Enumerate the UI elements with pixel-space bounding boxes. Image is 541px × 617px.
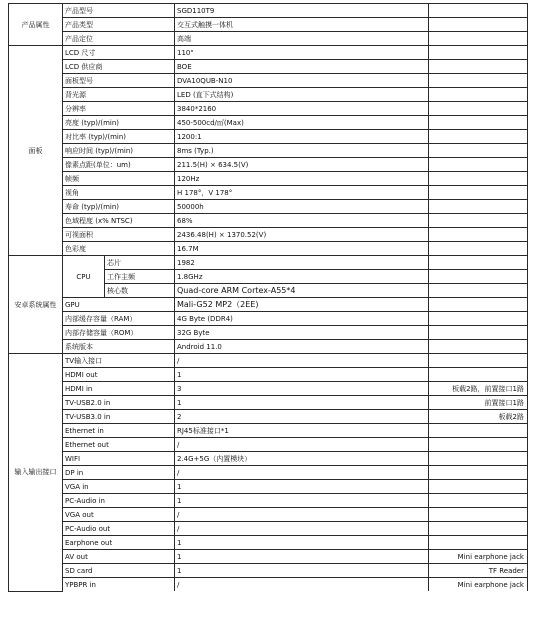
table-row (9, 88, 528, 102)
spec-label: 视角 (63, 186, 175, 200)
table-row (9, 158, 528, 172)
spec-note (429, 340, 528, 354)
spec-label: Earphone out (63, 536, 175, 550)
table-row (9, 368, 528, 382)
spec-value: 1 (175, 368, 429, 382)
spec-value: 1 (175, 494, 429, 508)
table-row (9, 410, 528, 424)
spec-sheet (8, 3, 528, 592)
spec-note (429, 88, 528, 102)
table-row (9, 256, 528, 270)
spec-note (429, 172, 528, 186)
spec-value: H 178°，V 178° (175, 186, 429, 200)
spec-label: 产品定位 (63, 32, 175, 46)
table-row (9, 382, 528, 396)
spec-note (429, 144, 528, 158)
spec-value: 高端 (175, 32, 429, 46)
table-row (9, 144, 528, 158)
table-row (9, 312, 528, 326)
spec-note: Mini earphone jack (429, 578, 528, 592)
spec-note: Mini earphone jack (429, 550, 528, 564)
spec-label: 色域程度 (x% NTSC) (63, 214, 175, 228)
spec-note (429, 312, 528, 326)
spec-label: AV out (63, 550, 175, 564)
table-row (9, 32, 528, 46)
table-row (9, 326, 528, 340)
spec-label: 背光源 (63, 88, 175, 102)
spec-value: 50000h (175, 200, 429, 214)
spec-label: VGA out (63, 508, 175, 522)
spec-note (429, 480, 528, 494)
spec-note (429, 32, 528, 46)
table-row (9, 578, 528, 592)
spec-value: 1 (175, 550, 429, 564)
spec-label: SD card (63, 564, 175, 578)
spec-note (429, 326, 528, 340)
table-row (9, 214, 528, 228)
spec-note (429, 116, 528, 130)
spec-note (429, 130, 528, 144)
spec-value: 4G Byte (DDR4) (175, 312, 429, 326)
spec-label: LCD 供应商 (63, 60, 175, 74)
spec-value: / (175, 578, 429, 592)
spec-label: 响应时间 (typ)/(min) (63, 144, 175, 158)
spec-label: GPU (63, 298, 175, 312)
spec-note (429, 200, 528, 214)
table-row (9, 18, 528, 32)
category-cell: 安卓系统属性 (9, 256, 63, 354)
spec-label: WIFI (63, 452, 175, 466)
spec-value: 1 (175, 564, 429, 578)
category-cell: 输入输出接口 (9, 354, 63, 592)
spec-value: 交互式触摸一体机 (175, 18, 429, 32)
spec-value: / (175, 466, 429, 480)
spec-note (429, 536, 528, 550)
spec-label: TV输入接口 (63, 354, 175, 368)
spec-note (429, 438, 528, 452)
spec-label: 内部缓存容量（RAM） (63, 312, 175, 326)
spec-label: 对比率 (typ)/(min) (63, 130, 175, 144)
cpu-group-label: CPU (63, 256, 105, 298)
spec-label: 产品类型 (63, 18, 175, 32)
table-row (9, 564, 528, 578)
table-row (9, 228, 528, 242)
spec-label: LCD 尺寸 (63, 46, 175, 60)
spec-value: 2436.48(H) × 1370.52(V) (175, 228, 429, 242)
table-row (9, 508, 528, 522)
spec-value: 3840*2160 (175, 102, 429, 116)
spec-value: BOE (175, 60, 429, 74)
spec-value: 1 (175, 480, 429, 494)
spec-value: 1.8GHz (175, 270, 429, 284)
table-row (9, 130, 528, 144)
category-cell: 产品属性 (9, 4, 63, 46)
table-row (9, 200, 528, 214)
table-row (9, 74, 528, 88)
spec-note (429, 4, 528, 18)
spec-label: 芯片 (105, 256, 175, 270)
spec-note (429, 354, 528, 368)
spec-label: TV-USB2.0 in (63, 396, 175, 410)
spec-value: 32G Byte (175, 326, 429, 340)
table-row (9, 550, 528, 564)
spec-note (429, 158, 528, 172)
table-row (9, 396, 528, 410)
table-row (9, 438, 528, 452)
spec-value: / (175, 354, 429, 368)
spec-value: / (175, 508, 429, 522)
spec-value: 120Hz (175, 172, 429, 186)
spec-note (429, 424, 528, 438)
spec-value: 1200:1 (175, 130, 429, 144)
spec-note (429, 508, 528, 522)
spec-value: 110" (175, 46, 429, 60)
spec-value: 68% (175, 214, 429, 228)
spec-value: 2 (175, 410, 429, 424)
spec-label: 面板型号 (63, 74, 175, 88)
table-row (9, 242, 528, 256)
table-row (9, 522, 528, 536)
spec-label: 工作主频 (105, 270, 175, 284)
spec-label: Ethernet out (63, 438, 175, 452)
table-row (9, 116, 528, 130)
table-row (9, 340, 528, 354)
spec-label: 可视面积 (63, 228, 175, 242)
spec-note (429, 18, 528, 32)
table-row (9, 4, 528, 18)
spec-value: 3 (175, 382, 429, 396)
spec-value: Quad-core ARM Cortex-A55*4 (175, 284, 429, 298)
spec-note (429, 60, 528, 74)
spec-note (429, 368, 528, 382)
spec-note (429, 522, 528, 536)
table-row (9, 60, 528, 74)
spec-note (429, 214, 528, 228)
spec-label: DP in (63, 466, 175, 480)
spec-value: 1 (175, 536, 429, 550)
spec-label: YPBPR in (63, 578, 175, 592)
spec-label: VGA in (63, 480, 175, 494)
spec-label: 产品型号 (63, 4, 175, 18)
table-row (9, 172, 528, 186)
spec-label: 分辨率 (63, 102, 175, 116)
spec-label: TV-USB3.0 in (63, 410, 175, 424)
table-row (9, 466, 528, 480)
spec-value: LED (直下式结构) (175, 88, 429, 102)
spec-label: 像素点距(单位：um) (63, 158, 175, 172)
table-row (9, 480, 528, 494)
spec-value: SGD110T9 (175, 4, 429, 18)
spec-label: 色彩度 (63, 242, 175, 256)
spec-note (429, 186, 528, 200)
table-row (9, 424, 528, 438)
table-row (9, 186, 528, 200)
spec-note (429, 46, 528, 60)
spec-note: TF Reader (429, 564, 528, 578)
spec-note (429, 452, 528, 466)
spec-note (429, 74, 528, 88)
table-row (9, 102, 528, 116)
spec-note (429, 494, 528, 508)
spec-value: RJ45标准接口*1 (175, 424, 429, 438)
spec-note: 前置接口1路 (429, 396, 528, 410)
spec-note (429, 466, 528, 480)
table-row (9, 452, 528, 466)
spec-value: 450-500cd/㎡(Max) (175, 116, 429, 130)
spec-value: / (175, 522, 429, 536)
table-row (9, 536, 528, 550)
spec-label: PC-Audio in (63, 494, 175, 508)
spec-value: Mali-G52 MP2（2EE) (175, 298, 429, 312)
spec-value: 1 (175, 396, 429, 410)
table-row (9, 494, 528, 508)
table-row (9, 354, 528, 368)
spec-label: HDMI out (63, 368, 175, 382)
spec-label: 内部存储容量（ROM） (63, 326, 175, 340)
category-cell: 面板 (9, 46, 63, 256)
spec-note (429, 270, 528, 284)
spec-note (429, 256, 528, 270)
spec-value: 1982 (175, 256, 429, 270)
table-row (9, 298, 528, 312)
spec-value: 16.7M (175, 242, 429, 256)
spec-label: PC-Audio out (63, 522, 175, 536)
spec-note (429, 242, 528, 256)
spec-note (429, 284, 528, 298)
spec-value: Android 11.0 (175, 340, 429, 354)
spec-value: / (175, 438, 429, 452)
spec-label: 寿命 (typ)/(min) (63, 200, 175, 214)
spec-label: 亮度 (typ)/(min) (63, 116, 175, 130)
spec-label: HDMI in (63, 382, 175, 396)
spec-label: 帧频 (63, 172, 175, 186)
spec-value: 211.5(H) × 634.5(V) (175, 158, 429, 172)
spec-note: 板载2路 (429, 410, 528, 424)
spec-note: 板载2路，前置接口1路 (429, 382, 528, 396)
spec-label: 系统版本 (63, 340, 175, 354)
spec-note (429, 298, 528, 312)
spec-value: 8ms (Typ.) (175, 144, 429, 158)
spec-table (8, 3, 528, 592)
table-row (9, 46, 528, 60)
spec-note (429, 102, 528, 116)
spec-label: 核心数 (105, 284, 175, 298)
spec-note (429, 228, 528, 242)
spec-label: Ethernet in (63, 424, 175, 438)
spec-value: DVA10QUB-N10 (175, 74, 429, 88)
spec-value: 2.4G+5G（内置模块） (175, 452, 429, 466)
